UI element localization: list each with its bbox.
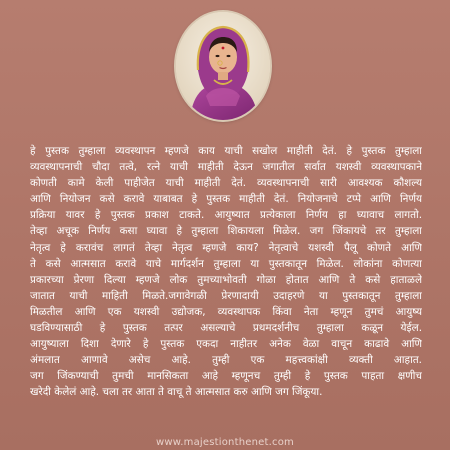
- description-line: तेव्हा अचूक निर्णय कसा घ्यावा हे तुम्हाला शिकायला मिळेल. जग जिंकायचे तर तुम्हाला: [30, 225, 422, 238]
- portrait-illustration-icon: [176, 12, 270, 120]
- description-line: प्रकारच्या प्रेरणा दिल्या म्हणजे लोक तुमच्याभोवती गोळा होतात आणि ते कसे हाताळले: [30, 273, 422, 286]
- description-line: कोणती कामे केली पाहीजेत याची माहीती देतं. व्यवस्थापनाची सारी आवश्यक कौशल्य: [30, 177, 422, 190]
- description-line: जातात याची माहिती मिळते.जगावेगळी प्रेरणादायी उदाहरणे या पुस्तकातून तुम्हाला: [30, 289, 422, 302]
- author-portrait: [176, 12, 270, 120]
- book-description: [30, 143, 422, 401]
- description-line: जग जिंकण्याची तुमची मानसिकता आहे म्हणूनच तुम्ही हे पुस्तक पाहता क्षणीच: [30, 370, 422, 383]
- description-line: आयुष्याला दिशा देणारे हे पुस्तक एकदा नाहीतर अनेक वेळा वाचून काढावे आणि: [30, 338, 422, 351]
- description-line: खरेदी केलेलं आहे. चला तर आता ते वाचू ते आत्मसात करु आणि जग जिंकूया.: [30, 386, 323, 399]
- description-line: प्रक्रिया यावर हे पुस्तक प्रकाश टाकते. आयुष्यात प्रत्येकाला निर्णय हा घ्यावाच लागतो.: [30, 209, 422, 222]
- description-line: ते कसे आत्मसात करावे याचे मार्गदर्शन तुम्हाला या पुस्तकातून मिळेल. लोकांना कोणत्या: [30, 257, 422, 270]
- description-line: मिळतील आणि एक यशस्वी उद्योजक, व्यवस्थापक किंवा नेता म्हणून तुमचं आयुष्य: [30, 305, 422, 318]
- description-line: घडविण्यासाठी हे पुस्तक तत्पर असल्याचे प्रथमदर्शनीच तुम्हाला कळून येईल.: [30, 322, 422, 335]
- description-line: अंमलात आणावे असेच आहे. तुम्ही एक महत्त्वकांक्षी व्यक्ती आहात.: [30, 354, 422, 367]
- description-line: नेतृत्व हे करावंच लागतं तेव्हा नेतृत्व म्हणजे काय? नेतृत्वाचे यशस्वी पैलू कोणते आणि: [30, 241, 422, 254]
- watermark: www.majestionthenet.com: [156, 437, 294, 448]
- description-line: व्यवस्थापनाची चौदा तत्वे, रत्ने याची माहीती देऊन जगातील सर्वात यशस्वी व्यवस्थापकाने: [30, 161, 422, 174]
- description-line: आणि नियोजन कसे करावे याबाबत हे पुस्तक माहीती देतं. नियोजनाचे टप्पे आणि निर्णय: [30, 193, 422, 206]
- description-line: हे पुस्तक तुम्हाला व्यवस्थापन म्हणजे काय याची सखोल माहीती देतं. हे पुस्तक तुम्हाला: [30, 145, 422, 157]
